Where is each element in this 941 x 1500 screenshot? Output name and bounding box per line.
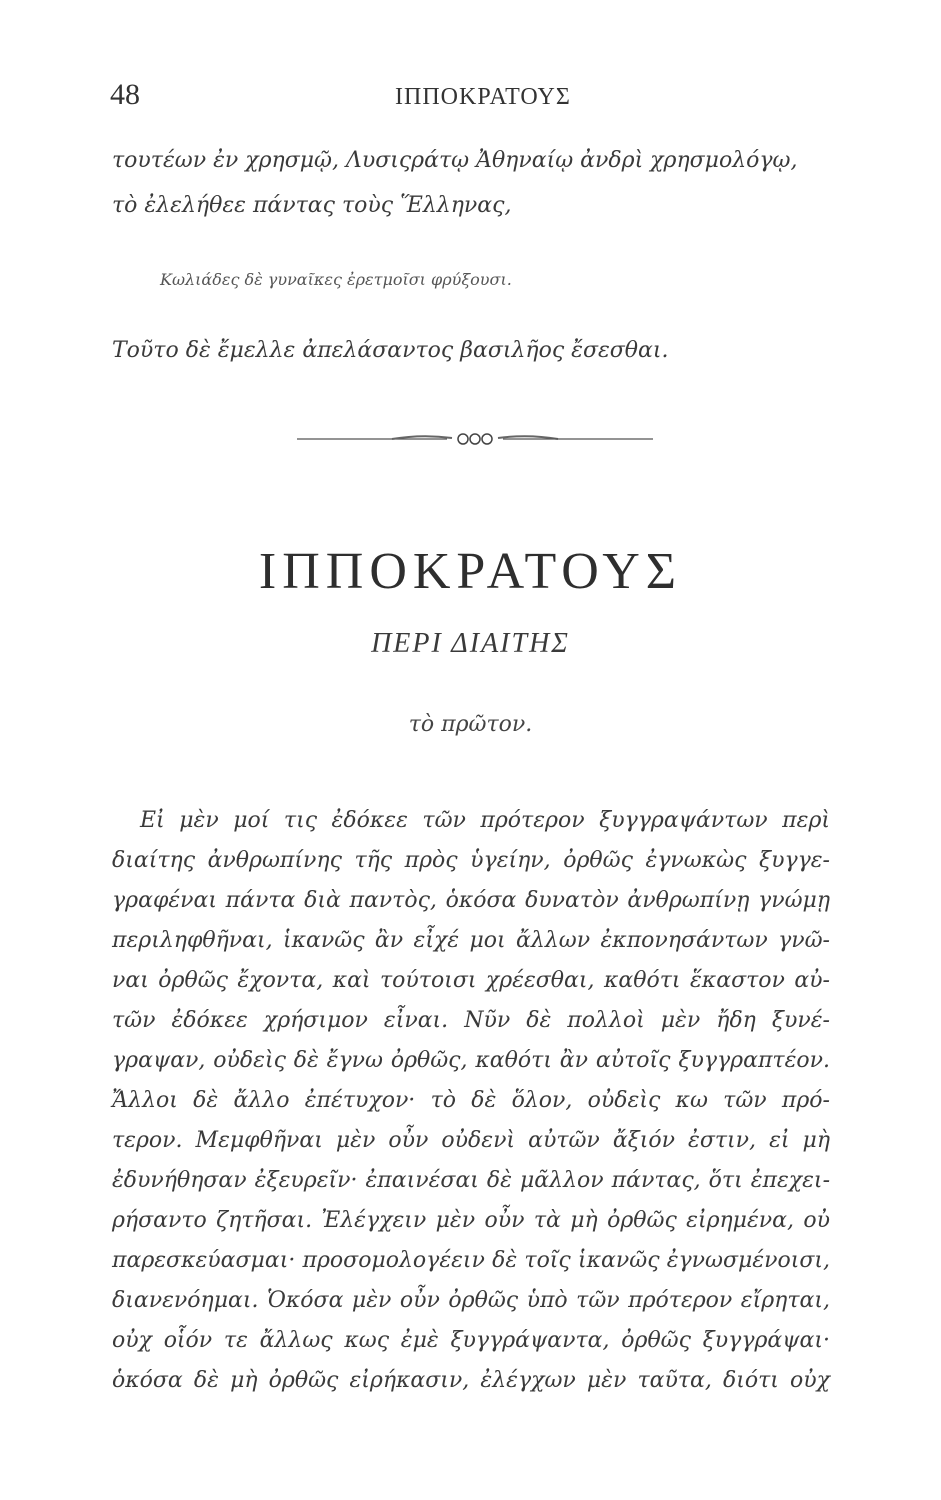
work-subtitle: ΠΕΡΙ ΔΙΑΙΤΗΣ — [371, 628, 570, 659]
body-line: περιληφθῆναι, ἱκανῶς ἂν εἶχέ μοι ἄλλων ἐκπονησάντων γνῶ- — [112, 928, 830, 953]
body-line: διανενόημαι. Ὁκόσα μὲν οὖν ὀρθῶς ὑπὸ τῶν πρότερον εἴρηται, — [112, 1288, 830, 1313]
body-line: διαίτης ἀνθρωπίνης τῆς πρὸς ὑγείην, ὀρθῶς ἐγνωκὼς ξυγγε- — [112, 848, 830, 873]
body-line: ναι ὀρθῶς ἔχοντα, καὶ τούτοισι χρέεσθαι, καθότι ἕκαστον αὐ- — [112, 968, 830, 993]
body-line: Εἰ μὲν μοί τις ἐδόκεε τῶν πρότερον ξυγγραψάντων περὶ — [140, 808, 830, 833]
body-line: ρήσαντο ζητῆσαι. Ἐλέγχειν μὲν οὖν τὰ μὴ ὀρθῶς εἰρημένα, οὐ — [112, 1208, 830, 1233]
body-line: ὁκόσα δὲ μὴ ὀρθῶς εἰρήκασιν, ἐλέγχων μὲν ταῦτα, διότι οὐχ — [112, 1368, 830, 1393]
body-line: τερον. Μεμφθῆναι μὲν οὖν οὐδενὶ αὐτῶν ἄξιόν ἐστιν, εἰ μὴ — [112, 1128, 830, 1153]
body-line: ἐδυνήθησαν ἐξευρεῖν· ἐπαινέσαι δὲ μᾶλλον πάντας, ὅτι ἐπεχει- — [112, 1168, 830, 1193]
page-number: 48 — [110, 78, 140, 111]
body-line: τῶν ἐδόκεε χρήσιμον εἶναι. Νῦν δὲ πολλοὶ μὲν ἤδη ξυνέ- — [112, 1008, 830, 1033]
body-line: οὐχ οἷόν τε ἄλλως κως ἐμὲ ξυγγράψαντα, ὀρθῶς ξυγγράψαι· — [112, 1328, 830, 1353]
ornament-divider — [297, 428, 653, 450]
section-label: τὸ πρῶτον. — [408, 712, 533, 737]
running-header: ΙΠΠΟΚΡΑΤΟΥΣ — [395, 84, 571, 110]
verse-quote: Κωλιάδες δὲ γυναῖκες ἐρετμοῖσι φρύξουσι. — [160, 270, 512, 289]
body-line: γραψαν, οὐδεὶς δὲ ἔγνω ὀρθῶς, καθότι ἂν αὐτοῖς ξυγγραπτέον. — [112, 1048, 830, 1073]
body-line: παρεσκεύασμαι· προσομολογέειν δὲ τοῖς ἱκανῶς ἐγνωσμένοισι, — [112, 1248, 830, 1273]
top-text-line: τὸ ἐλελήθεε πάντας τοὺς Ἕλληνας, — [112, 193, 512, 218]
body-line: γραφέναι πάντα διὰ παντὸς, ὁκόσα δυνατὸν ἀνθρωπίνῃ γνώμῃ — [112, 888, 830, 913]
body-line: Ἄλλοι δὲ ἄλλο ἐπέτυχον· τὸ δὲ ὅλον, οὐδεὶς κω τῶν πρό- — [112, 1088, 830, 1113]
closing-sentence: Τοῦτο δὲ ἔμελλε ἀπελάσαντος βασιλῆος ἔσεσθαι. — [112, 338, 669, 363]
work-title: ΙΠΠΟΚΡΑΤΟΥΣ — [258, 543, 683, 600]
top-text-line: τουτέων ἐν χρησμῷ, Λυσιςράτῳ Ἀθηναίῳ ἀνδρὶ χρησμολόγῳ, — [112, 148, 798, 173]
